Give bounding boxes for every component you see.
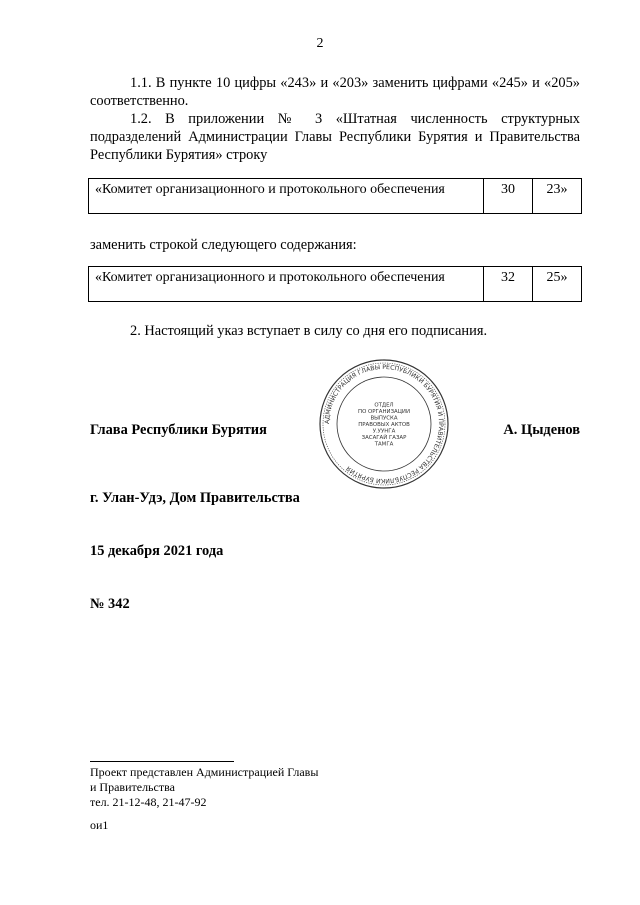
item-1-2 — [90, 110, 580, 164]
seal-center-line: ВЫПУСКА — [370, 415, 398, 422]
date: 15 декабря 2021 года — [90, 543, 224, 559]
footnote-line-2: и Правительства — [90, 780, 175, 794]
old-row-value-1: 30 — [484, 179, 533, 214]
table-row — [89, 267, 582, 302]
new-row-table — [88, 266, 582, 302]
seal-center-line: ПО ОРГАНИЗАЦИИ — [358, 409, 410, 415]
item-2-text: 2. Настоящий указ вступает в силу со дня его подписания. — [130, 323, 488, 339]
seal-center-line: ОТДЕЛ — [374, 402, 394, 409]
signature-name: А. Цыденов — [503, 422, 580, 438]
item-1-1-text: 1.1. В пункте 10 цифры «243» и «203» заменить цифрами «245» и «205» соответственно. — [90, 75, 580, 109]
signature-title: Глава Республики Бурятия — [90, 422, 267, 438]
item-2 — [90, 322, 580, 340]
document-number: № 342 — [90, 596, 130, 612]
seal-center-line: ТАМГА — [374, 441, 394, 448]
seal-center-line: У.УУНГА — [372, 428, 396, 435]
table-row — [89, 179, 582, 214]
footnote-divider — [90, 761, 234, 762]
new-row-value-2: 25» — [533, 267, 582, 302]
new-row-name: «Комитет организационного и протокольного обеспечения — [89, 267, 484, 302]
seal-center-line: ПРАВОВЫХ АКТОВ — [358, 422, 410, 428]
item-1-2-text: 1.2. В приложении № 3 «Штатная численность структурных подразделений Администрации Главы Республики Бурятия и Правительства Республики Бурятия» строку — [90, 111, 580, 163]
seal-center-line: ЗАСАГАЙ ГАЗАР — [361, 435, 407, 441]
page-number: 2 — [316, 36, 324, 51]
old-row-value-2: 23» — [533, 179, 582, 214]
new-row-value-1: 32 — [484, 267, 533, 302]
footnote-line-1: Проект представлен Администрацией Главы — [90, 765, 319, 779]
old-row-table — [88, 178, 582, 214]
old-row-name: «Комитет организационного и протокольного обеспечения — [89, 179, 484, 214]
official-seal — [318, 358, 450, 490]
seal-center-text — [358, 403, 410, 448]
seal-ring-text: АДМИНИСТРАЦИЯ ГЛАВЫ РЕСПУБЛИКИ БУРЯТИЯ И ПРАВИТЕЛЬСТВА РЕСПУБЛИКИ БУРЯТИЯ — [323, 363, 445, 485]
footnote-phone: тел. 21-12-48, 21-47-92 — [90, 795, 207, 809]
footnote-code: ои1 — [90, 818, 109, 832]
replace-text: заменить строкой следующего содержания: — [90, 237, 357, 253]
item-1-1 — [90, 74, 580, 110]
place: г. Улан-Удэ, Дом Правительства — [90, 490, 300, 506]
